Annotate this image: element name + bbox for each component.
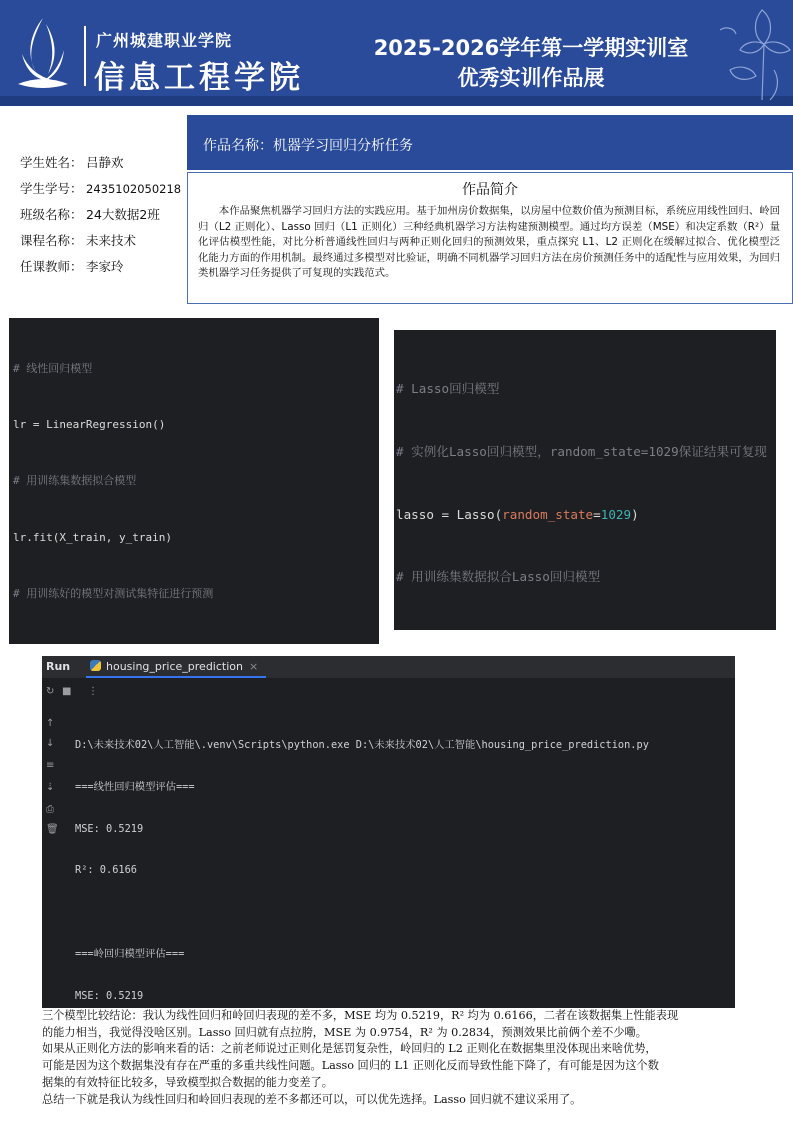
- student-name-row: [20, 156, 181, 182]
- console-line: D:\未来技术02\人工智能\.venv\Scripts\python.exe D:\未来技术02\人工智能\housing_price_prediction.py: [75, 739, 649, 751]
- college-logo-icon: [12, 14, 74, 92]
- scroll-to-end-icon[interactable]: ⇣: [46, 782, 55, 793]
- run-side-toolbar: [42, 706, 60, 1008]
- run-tab-housing-price-prediction[interactable]: [86, 656, 266, 678]
- soft-wrap-icon[interactable]: ≡: [46, 760, 55, 771]
- conclusion-line: 的能力相当，我觉得没啥区别。Lasso 回归就有点拉胯，MSE 为 0.9754，R² 为 0.2834，预测效果比前俩个差不少嘞。: [42, 1025, 647, 1039]
- student-name: 吕静欢: [86, 155, 124, 170]
- scroll-up-icon[interactable]: ↑: [46, 718, 55, 729]
- console-line: ===线性回归模型评估===: [75, 780, 195, 793]
- console-line: R²: 0.6166: [75, 864, 137, 877]
- code-line: lr.fit(X_train, y_train): [13, 530, 172, 544]
- close-tab-icon[interactable]: ×: [248, 660, 259, 673]
- python-file-icon: [90, 660, 101, 671]
- code-token: lasso = Lasso(: [396, 506, 503, 522]
- code-line: # 用训练集数据拟合Lasso回归模型: [396, 569, 601, 585]
- code-line: # 用训练集数据拟合模型: [13, 474, 137, 488]
- code-line: # 实例化Lasso回归模型，random_state=1029保证结果可复现: [396, 443, 767, 459]
- print-icon[interactable]: ⎙: [46, 804, 54, 815]
- run-tab-bar: [42, 656, 735, 678]
- student-id-label: 学生学号：: [20, 181, 83, 196]
- code-token: random_state: [502, 506, 594, 522]
- student-info: [20, 156, 181, 286]
- run-label: Run: [46, 660, 71, 673]
- class-name: 24大数据2班: [86, 207, 160, 222]
- code-token: 1029: [600, 506, 632, 522]
- run-toolbar: [42, 678, 735, 706]
- conclusion-line: 总结一下就是我认为线性回归和岭回归表现的差不多都还可以，可以优先选择。Lasso 回归就不建议采用了。: [42, 1092, 582, 1106]
- more-options-icon[interactable]: ⋮: [88, 686, 98, 697]
- conclusion-line: 可能是因为这个数据集没有存在严重的多重共线性问题。Lasso 回归的 L1 正则化反而导致性能下降了，有可能是因为这个数: [42, 1059, 659, 1073]
- intro-heading: 作品简介: [462, 182, 518, 198]
- trash-icon[interactable]: 🗑: [46, 824, 59, 835]
- student-id: 2435102050218: [86, 182, 182, 196]
- student-name-label: 学生姓名：: [20, 155, 83, 170]
- lotus-decoration-icon: [712, 0, 793, 106]
- code-token: =: [593, 506, 601, 522]
- teacher-label: 任课教师：: [20, 259, 83, 274]
- stop-icon[interactable]: ■: [62, 686, 72, 697]
- code-panel-linear-ridge: [9, 318, 379, 644]
- scroll-down-icon[interactable]: ↓: [46, 738, 55, 749]
- conclusion-text: [42, 1008, 742, 1108]
- exhibition-title-line2: 优秀实训作品展: [457, 66, 605, 90]
- code-token: [73, 643, 212, 644]
- intro-text: 本作品聚焦机器学习回归方法的实践应用。基于加州房价数据集，以房屋中位数价值为预测目标，系统应用线性回归、岭回归（L2 正则化）、Lasso 回归（L1 正则化）三种经典机器学习方法构建预测模型。通过均方误差（MSE）和决定系数（R²）量化评估模型性能，对比分析普通线性回归与两种正则化回归的预测效果，重点探究 L1、L2 正则化在缓解过拟合、优化模型泛化能力方面的作用机制。最终通过多模型对比验证，明确不同机器学习回归方法在房价预测任务中的适配性与应用效果，为回归类机器学习任务提供了可复现的实践范式。: [198, 205, 780, 280]
- class-label: 班级名称：: [20, 207, 83, 222]
- header-banner: [0, 0, 793, 106]
- student-id-row: [20, 182, 181, 208]
- code-line: # 用训练好的模型对测试集特征进行预测: [13, 586, 214, 600]
- console-blank-line: [75, 904, 649, 922]
- code-line: [394, 628, 776, 630]
- code-line: # 线性回归模型: [13, 362, 93, 375]
- console-line: ===岭回归模型评估===: [75, 947, 185, 960]
- console-output: [75, 713, 649, 1008]
- teacher-name: 李家玲: [86, 259, 124, 274]
- work-title-bar: [187, 115, 793, 170]
- teacher-row: [20, 260, 181, 286]
- conclusion-line: 据集的有效特征比较多，导致模型拟合数据的能力变差了。: [42, 1075, 333, 1089]
- conclusion-line: 如果从正则化方法的影响来看的话：之前老师说过正则化是惩罚复杂性，岭回归的 L2 正则化在数据集里没体现出来啥优势，: [42, 1042, 657, 1056]
- code-line: # Lasso回归模型: [396, 381, 500, 396]
- run-tab-label: housing_price_prediction: [106, 660, 243, 673]
- console-line: MSE: 0.5219: [75, 989, 144, 1002]
- code-line: [9, 641, 379, 644]
- conclusion-line: 三个模型比较结论：我认为线性回归和岭回归表现的差不多，MSE 均为 0.5219，R² 均为 0.6166，二者在该数据集上性能表现: [42, 1009, 679, 1022]
- console-line: MSE: 0.5219: [75, 822, 144, 835]
- work-title: 作品名称：机器学习回归分析任务: [203, 138, 413, 154]
- course-name: 未来技术: [86, 233, 137, 248]
- intro-box: [187, 172, 793, 304]
- code-token: [13, 643, 73, 644]
- course-label: 课程名称：: [20, 233, 83, 248]
- course-row: [20, 234, 181, 260]
- exhibition-title-line1: 2025-2026学年第一学期实训室: [373, 36, 689, 60]
- code-token: ): [631, 506, 639, 522]
- code-panel-lasso: [394, 330, 776, 630]
- banner-stripe: [0, 96, 793, 106]
- college-name: 信息工程学院: [94, 60, 304, 96]
- code-line: lr = LinearRegression(): [13, 418, 166, 432]
- school-name: 广州城建职业学院: [96, 31, 233, 50]
- code-line: [394, 503, 776, 528]
- class-row: [20, 208, 181, 234]
- run-console-window: [42, 656, 735, 1008]
- logo-divider: [84, 26, 86, 86]
- rerun-icon[interactable]: ↻: [46, 686, 55, 697]
